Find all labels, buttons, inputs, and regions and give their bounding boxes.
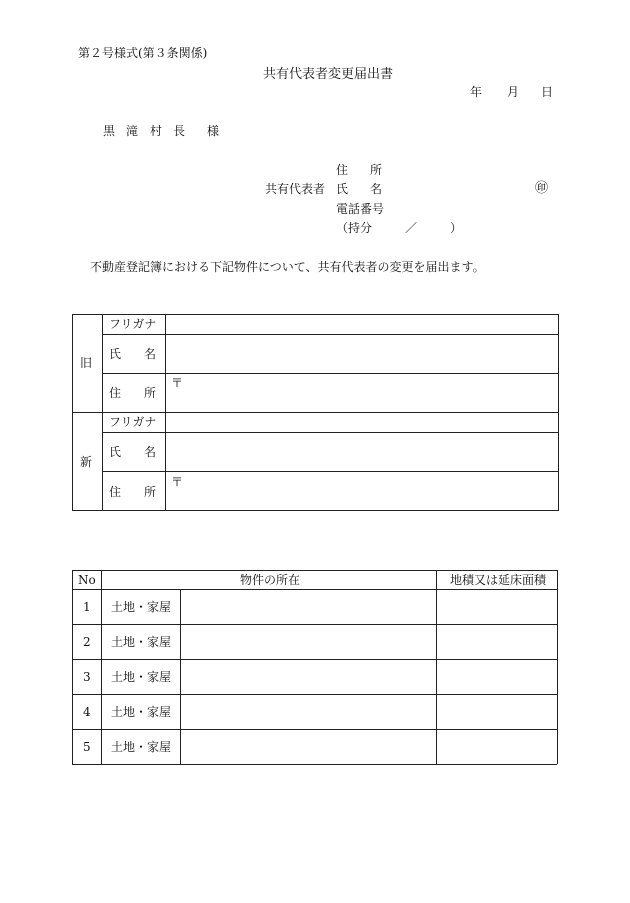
seal-mark: ㊞ bbox=[535, 181, 549, 196]
old-address-label: 所 bbox=[144, 386, 157, 400]
applicant-role-label: 共有代表者 bbox=[265, 182, 326, 196]
applicant-address-label: 所 bbox=[370, 163, 383, 177]
addressee-char: 様 bbox=[207, 124, 220, 138]
row-no: 5 bbox=[83, 740, 91, 754]
row-no: 3 bbox=[83, 670, 91, 684]
document-title: 共有代表者変更届出書 bbox=[263, 67, 394, 82]
row-type: 土地・家屋 bbox=[111, 670, 172, 684]
old-address-field[interactable] bbox=[185, 375, 556, 410]
header-no: No bbox=[78, 573, 96, 587]
share-slash: ／ bbox=[405, 221, 418, 235]
row-area-field[interactable] bbox=[438, 696, 555, 727]
old-furigana-field[interactable] bbox=[167, 316, 556, 332]
addressee-char: 滝 bbox=[126, 124, 139, 138]
row-type: 土地・家屋 bbox=[111, 600, 172, 614]
new-address-label: 住 bbox=[109, 485, 122, 499]
applicant-name-label: 氏 bbox=[336, 182, 349, 196]
form-label: 第２号様式(第３条関係) bbox=[78, 46, 208, 60]
row-area-field[interactable] bbox=[438, 661, 555, 692]
applicant-phone-label: 電話番号 bbox=[336, 202, 385, 216]
new-furigana-field[interactable] bbox=[167, 414, 556, 430]
new-furigana-label: フリガナ bbox=[109, 415, 157, 429]
statement-text: 不動産登記簿における下記物件について、共有代表者の変更を届出ます。 bbox=[90, 260, 485, 274]
addressee-char: 黒 bbox=[103, 124, 116, 138]
row-location-field[interactable] bbox=[182, 591, 434, 622]
addressee-char: 村 bbox=[150, 124, 163, 138]
header-location: 物件の所在 bbox=[240, 573, 301, 587]
old-section-label: 旧 bbox=[80, 356, 93, 370]
new-postal-mark: 〒 bbox=[171, 475, 184, 489]
row-location-field[interactable] bbox=[182, 626, 434, 657]
share-close: ） bbox=[450, 221, 463, 235]
row-area-field[interactable] bbox=[438, 731, 555, 762]
new-address-label: 所 bbox=[144, 485, 157, 499]
row-no: 4 bbox=[83, 705, 91, 719]
share-open: （持分 bbox=[336, 221, 373, 235]
row-type: 土地・家屋 bbox=[111, 740, 172, 754]
new-address-field[interactable] bbox=[185, 473, 556, 508]
old-postal-mark: 〒 bbox=[171, 376, 184, 390]
row-type: 土地・家屋 bbox=[111, 635, 172, 649]
header-area: 地積又は延床面積 bbox=[450, 573, 547, 587]
addressee-char: 長 bbox=[173, 124, 186, 138]
row-area-field[interactable] bbox=[438, 591, 555, 622]
row-no: 1 bbox=[83, 600, 91, 614]
date-month-label: 月 bbox=[507, 85, 520, 99]
applicant-address-label: 住 bbox=[336, 163, 349, 177]
date-day-label: 日 bbox=[541, 85, 554, 99]
new-section-label: 新 bbox=[80, 455, 93, 469]
old-furigana-label: フリガナ bbox=[109, 317, 157, 331]
old-address-label: 住 bbox=[109, 386, 122, 400]
row-type: 土地・家屋 bbox=[111, 705, 172, 719]
new-name-field[interactable] bbox=[167, 434, 556, 469]
new-name-label: 名 bbox=[144, 445, 157, 459]
date-year-label: 年 bbox=[470, 85, 483, 99]
applicant-name-label: 名 bbox=[370, 182, 383, 196]
old-name-label: 氏 bbox=[109, 347, 122, 361]
row-location-field[interactable] bbox=[182, 696, 434, 727]
row-area-field[interactable] bbox=[438, 626, 555, 657]
row-location-field[interactable] bbox=[182, 731, 434, 762]
old-name-field[interactable] bbox=[167, 336, 556, 371]
old-name-label: 名 bbox=[144, 347, 157, 361]
new-name-label: 氏 bbox=[109, 445, 122, 459]
row-no: 2 bbox=[83, 635, 91, 649]
row-location-field[interactable] bbox=[182, 661, 434, 692]
